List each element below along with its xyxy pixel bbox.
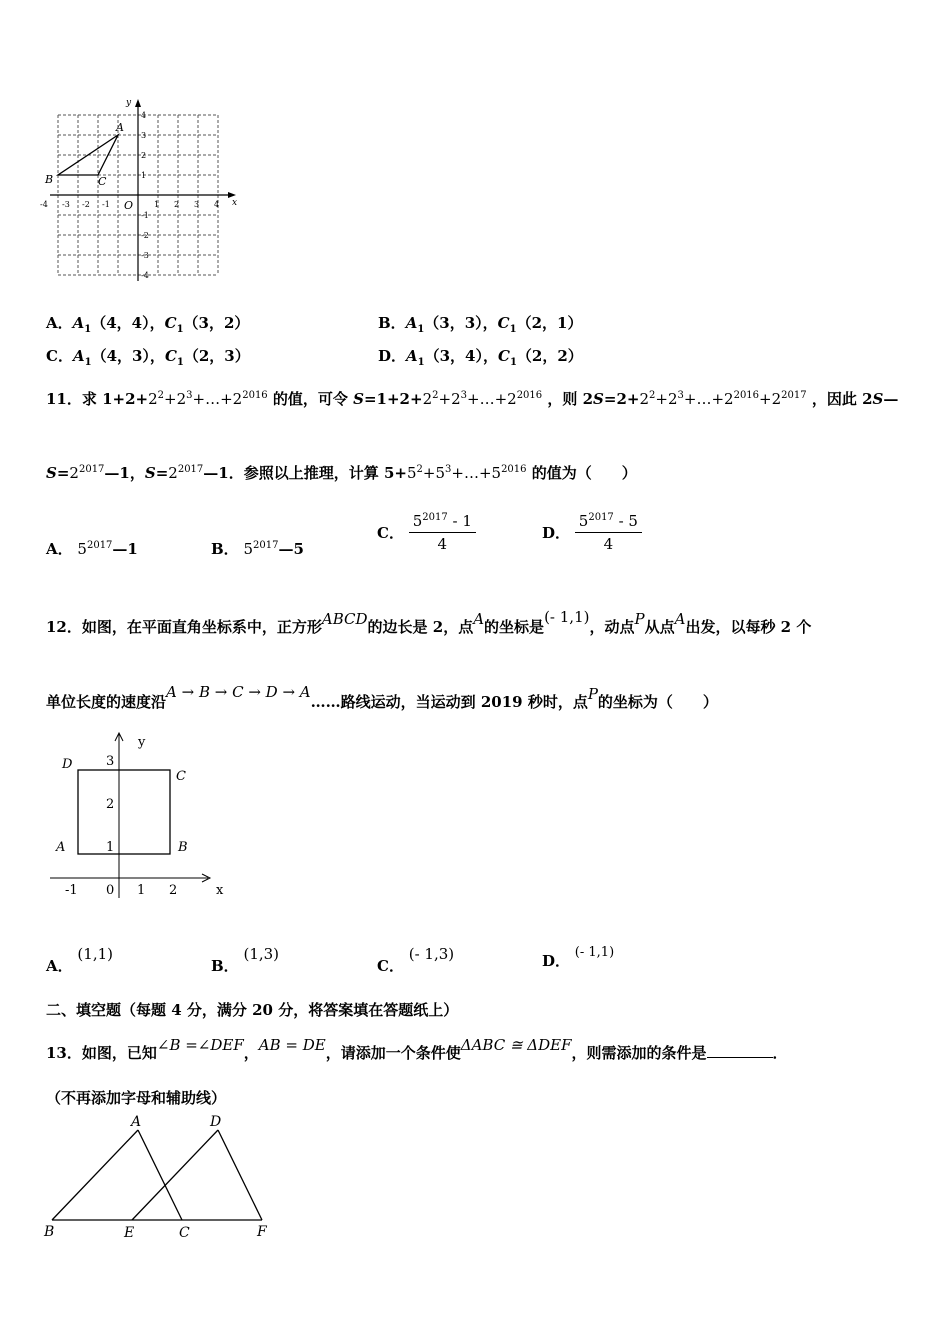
q10-option-c: C．$A_1(4$，3），$C_1(2$，3） — [46, 347, 250, 368]
q12-option-d: D． (- 1,1) — [542, 945, 615, 970]
x-tick: -4 — [40, 200, 48, 209]
x-tick: 3 — [194, 200, 200, 209]
x-axis-label: x — [216, 883, 224, 898]
y-tick: 1 — [106, 840, 115, 855]
x-tick: 1 — [154, 200, 160, 209]
y-tick: -3 — [141, 251, 149, 260]
x-tick: 2 — [174, 200, 180, 209]
q13-triangles-figure — [40, 1110, 280, 1245]
x-tick: 4 — [214, 200, 220, 209]
q12-option-a: A． (1,1) — [46, 945, 113, 975]
point-f-label: F — [257, 1224, 267, 1240]
q12-option-c: C． (- 1,3) — [377, 945, 455, 975]
q12-line1: 12．如图，在平面直角坐标系中，正方形ABCD的边长是 2，点A的坐标是(- 1,1)，动点P从点A出发，以每秒 2 个 — [46, 608, 812, 636]
point-b-label: B — [45, 173, 54, 186]
y-tick: -4 — [141, 271, 149, 280]
q10-option-b: B．$A_1(3$，3），$C_1(2$，1） — [378, 314, 583, 335]
q10-coordinate-figure — [40, 95, 245, 285]
point-a-label: A — [56, 840, 66, 855]
y-tick: -1 — [141, 211, 149, 220]
point-a-label: A — [116, 121, 124, 134]
q11-line2: $S=2^{2017}—1$，$S=2^{2017}—1$．参照以上推理，计算 $5+5^2+5^3+\dots+5^{2016}$ 的值为（ ） — [46, 464, 637, 482]
x-tick: -1 — [102, 200, 110, 209]
point-c-label: C — [176, 769, 186, 784]
q12-line2: 单位长度的速度沿A → B → C → D → A……路线运动，当运动到 2019 秒时，点P的坐标为（ ） — [46, 683, 718, 711]
y-tick: 4 — [141, 111, 147, 120]
q12-square-figure — [48, 728, 238, 900]
y-axis-label: y — [126, 98, 132, 108]
point-c-label: C — [98, 175, 107, 188]
y-tick: 1 — [141, 171, 147, 180]
point-b-label: B — [44, 1224, 55, 1240]
q11-line1: 11．求 $1+2+2^2+2^3+\dots+2^{2016}$ 的值，可令 $S=1+2+2^2+2^3+\dots+2^{2016}$ ，则 $2S=2+2^2+2^3+\dots+2^{2016}+2^{2017}$ ，因此 2S— — [46, 390, 899, 408]
q10-option-d: D．$A_1(3$，4），$C_1(2$，2） — [378, 347, 583, 368]
x-tick: -1 — [65, 883, 78, 898]
point-e-label: E — [124, 1225, 135, 1241]
x-tick: 2 — [169, 883, 178, 898]
fraction: $\frac{5^{2017} - 1}{4}$ — [409, 512, 476, 553]
point-c-label: C — [179, 1225, 190, 1241]
q12-option-b: B． (1,3) — [211, 945, 280, 975]
point-d-label: D — [210, 1114, 222, 1130]
y-tick: -2 — [141, 231, 149, 240]
answer-blank — [707, 1045, 773, 1058]
x-axis-label: x — [232, 198, 238, 208]
q13-line1: 13．如图，已知∠B =∠DEF，AB = DE，请添加一个条件使ΔABC ≅ ΔDEF，则需添加的条件是 ． — [46, 1036, 788, 1062]
y-tick: 2 — [141, 151, 147, 160]
point-b-label: B — [178, 840, 188, 855]
y-tick: 3 — [141, 131, 147, 140]
q10-option-a: A．$A_1(4$，4），$C_1(3$，2） — [46, 314, 250, 335]
q11-option-d: D． $\frac{5^{2017} - 5}{4}$ — [542, 512, 642, 553]
x-tick: 1 — [137, 883, 146, 898]
q13-note: （不再添加字母和辅助线） — [46, 1089, 227, 1107]
section-heading: 二、填空题（每题 4 分，满分 20 分，将答案填在答题纸上） — [46, 1001, 459, 1019]
origin-label: O — [124, 199, 134, 212]
q11-option-a: A． $5^{2017}—1$ — [46, 540, 138, 558]
point-d-label: D — [62, 757, 73, 772]
q11-option-c: C． $\frac{5^{2017} - 1}{4}$ — [377, 512, 476, 553]
x-tick: -3 — [62, 200, 70, 209]
x-tick: -2 — [82, 200, 90, 209]
x-tick: 0 — [106, 883, 115, 898]
y-tick: 3 — [106, 754, 115, 769]
point-a-label: A — [131, 1114, 142, 1130]
q11-option-b: B． $5^{2017}—5$ — [211, 540, 304, 558]
y-axis-label: y — [138, 735, 146, 750]
y-tick: 2 — [106, 797, 115, 812]
fraction: $\frac{5^{2017} - 5}{4}$ — [575, 512, 642, 553]
